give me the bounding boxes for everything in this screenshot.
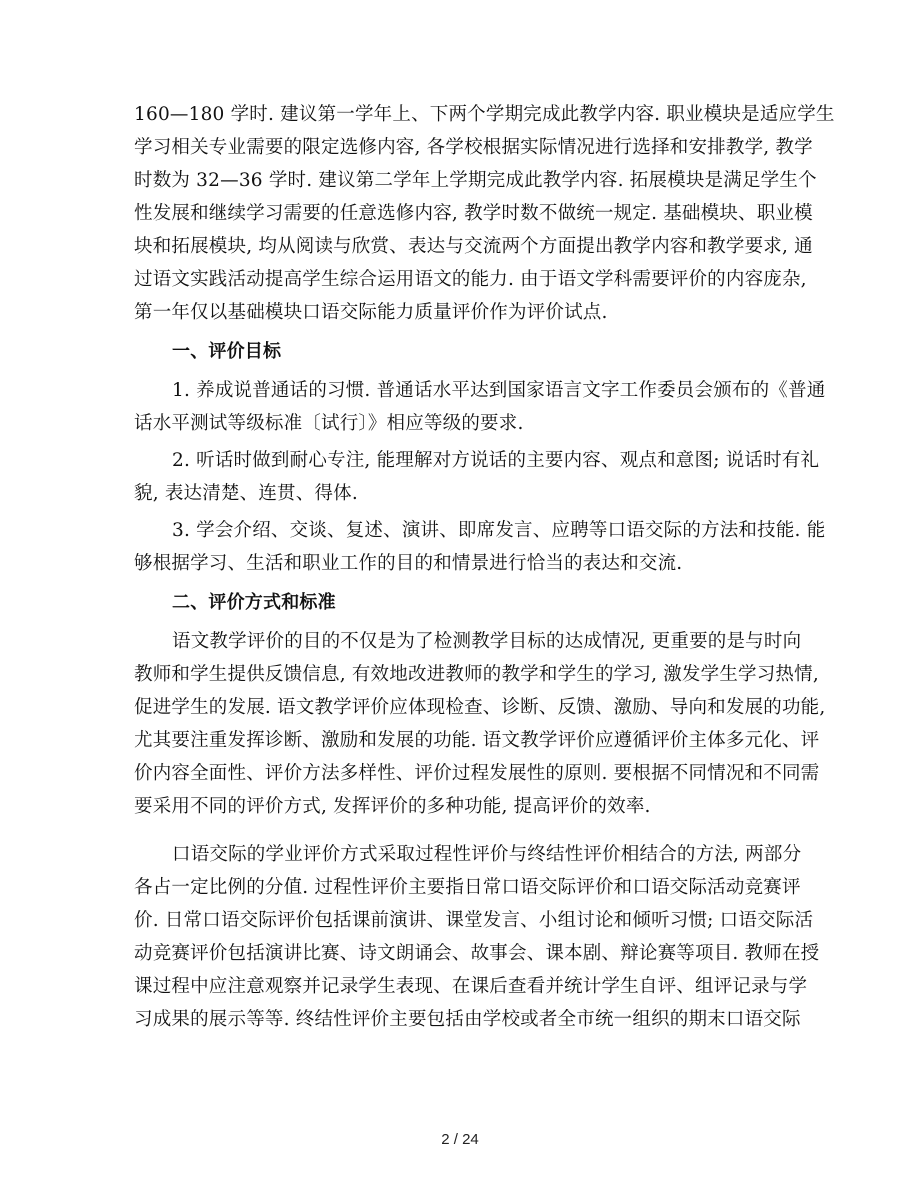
- text-line: 第一年仅以基础模块口语交际能力质量评价作为评价试点.: [134, 302, 608, 323]
- text-line: 2. 听话时做到耐心专注, 能理解对方说话的主要内容、观点和意图; 说话时有礼: [172, 450, 820, 471]
- text-line: 价内容全面性、评价方法多样性、评价过程发展性的原则. 要根据不同情况和不同需: [134, 763, 820, 784]
- text-line: 过语文实践活动提高学生综合运用语文的能力. 由于语文学科需要评价的内容庞杂,: [134, 269, 807, 290]
- text-line: 话水平测试等级标准〔试行〕》相应等级的要求.: [134, 413, 524, 434]
- text-line: 尤其要注重发挥诊断、激励和发展的功能. 语文教学评价应遵循评价主体多元化、评: [134, 730, 820, 751]
- text-line: 学习相关专业需要的限定选修内容, 各学校根据实际情况进行选择和安排教学, 教学: [134, 137, 813, 158]
- text-line: 教师和学生提供反馈信息, 有效地改进教师的教学和学生的学习, 激发学生学习热情,: [134, 664, 819, 685]
- text-line: 口语交际的学业评价方式采取过程性评价与终结性评价相结合的方法, 两部分: [172, 844, 802, 865]
- document-body: [134, 98, 835, 1036]
- text-line: 1. 养成说普通话的习惯. 普通话水平达到国家语言文字工作委员会颁布的《普通: [172, 380, 826, 401]
- page-number: 2 / 24: [441, 1131, 479, 1148]
- text-line: 价. 日常口语交际评价包括课前演讲、课堂发言、小组讨论和倾听习惯; 口语交际活: [134, 910, 814, 931]
- text-line: 要采用不同的评价方式, 发挥评价的多种功能, 提高评价的效率.: [134, 796, 651, 817]
- text-line: 动竞赛评价包括演讲比赛、诗文朗诵会、故事会、课本剧、辩论赛等项目. 教师在授: [134, 943, 820, 964]
- goal-item-2: [134, 444, 820, 510]
- text-line: 性发展和继续学习需要的任意选修内容, 教学时数不做统一规定. 基础模块、职业模: [134, 203, 813, 224]
- text-line: 够根据学习、生活和职业工作的目的和情景进行恰当的表达和交流.: [134, 553, 683, 574]
- text-line: 促进学生的发展. 语文教学评价应体现检查、诊断、反馈、激励、导向和发展的功能,: [134, 697, 826, 718]
- text-line: 语文教学评价的目的不仅是为了检测教学目标的达成情况, 更重要的是与时向: [172, 631, 802, 652]
- text-line: 习成果的展示等等. 终结性评价主要包括由学校或者全市统一组织的期末口语交际: [134, 1009, 801, 1030]
- text-line: 3. 学会介绍、交谈、复述、演讲、即席发言、应聘等口语交际的方法和技能. 能: [172, 520, 826, 541]
- paragraph-oral-assessment: [134, 838, 820, 1036]
- section-heading-methods: 二、评价方式和标准: [172, 592, 336, 613]
- section-heading-goals: 一、评价目标: [172, 341, 282, 362]
- goal-item-1: [134, 374, 826, 440]
- text-line: 貌, 表达清楚、连贯、得体.: [134, 483, 358, 504]
- goal-item-3: [134, 514, 826, 580]
- paragraph-curriculum-modules: [134, 98, 835, 329]
- text-line: 时数为 32—36 学时. 建议第二学年上学期完成此教学内容. 拓展模块是满足学生个: [134, 170, 817, 191]
- paragraph-evaluation-purpose: [134, 625, 826, 823]
- text-line: 课过程中应注意观察并记录学生表现、在课后查看并统计学生自评、组评记录与学: [134, 976, 808, 997]
- text-line: 块和拓展模块, 均从阅读与欣赏、表达与交流两个方面提出教学内容和教学要求, 通: [134, 236, 813, 257]
- text-line: 160—180 学时. 建议第一学年上、下两个学期完成此教学内容. 职业模块是适应学生: [134, 104, 835, 125]
- text-line: 各占一定比例的分值. 过程性评价主要指日常口语交际评价和口语交际活动竞赛评: [134, 877, 801, 898]
